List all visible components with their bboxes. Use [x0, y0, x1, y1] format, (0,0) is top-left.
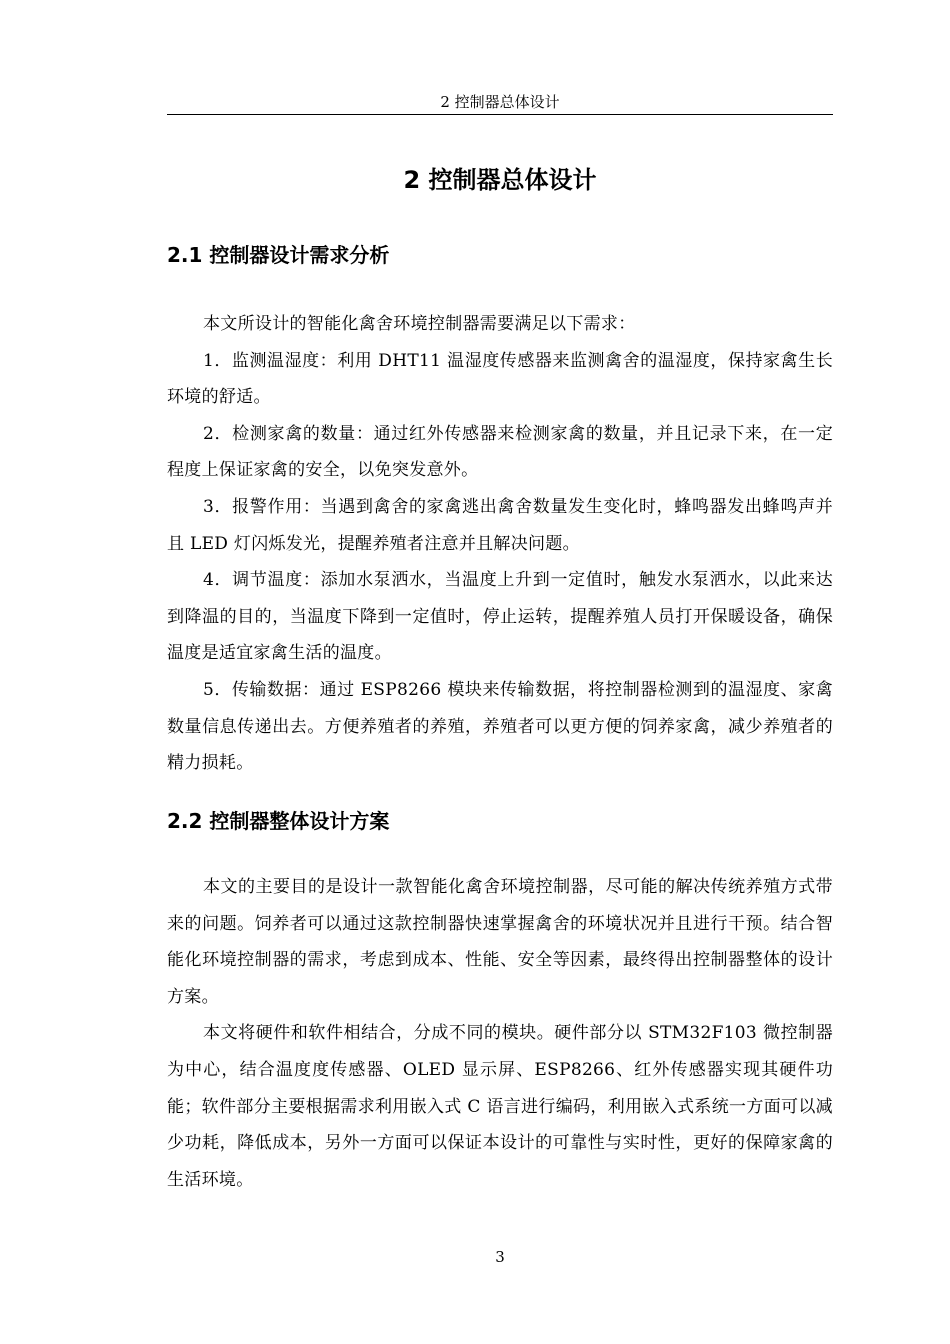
section-2-1-body: [167, 306, 833, 782]
paragraph: 2．检测家禽的数量：通过红外传感器来检测家禽的数量，并且记录下来，在一定程度上保证家禽的安全，以免突发意外。: [167, 423, 833, 481]
paragraph: 4．调节温度：添加水泵洒水，当温度上升到一定值时，触发水泵洒水，以此来达到降温的目的，当温度下降到一定值时，停止运转，提醒养殖人员打开保暖设备，确保温度是适宜家禽生活的温度。: [167, 570, 833, 664]
section-heading-2-1: 2.1 控制器设计需求分析: [167, 243, 390, 267]
paragraph: 本文的主要目的是设计一款智能化禽舍环境控制器，尽可能的解决传统养殖方式带来的问题。饲养者可以通过这款控制器快速掌握禽舍的环境状况并且进行干预。结合智能化环境控制器的需求，考虑到成本、性能、安全等因素，最终得出控制器整体的设计方案。: [167, 877, 833, 1007]
running-header: 2 控制器总体设计: [440, 93, 560, 111]
paragraph: 3．报警作用：当遇到禽舍的家禽逃出禽舍数量发生变化时，蜂鸣器发出蜂鸣声并且 LED 灯闪烁发光，提醒养殖者注意并且解决问题。: [167, 496, 833, 554]
paragraph: 5．传输数据：通过 ESP8266 模块来传输数据，将控制器检测到的温湿度、家禽数量信息传递出去。方便养殖者的养殖，养殖者可以更方便的饲养家禽，减少养殖者的精力损耗。: [167, 679, 833, 774]
paragraph: 1．监测温湿度：利用 DHT11 温湿度传感器来监测禽舍的温湿度，保持家禽生长环境的舒适。: [167, 350, 833, 408]
chapter-title: 2 控制器总体设计: [403, 166, 597, 194]
paragraph: 本文将硬件和软件相结合，分成不同的模块。硬件部分以 STM32F103 微控制器为中心，结合温度度传感器、OLED 显示屏、ESP8266、红外传感器实现其硬件功能；软件部分主要根据需求利用嵌入式 C 语言进行编码，利用嵌入式系统一方面可以减少功耗，降低成本，另外一方面可以保证本设计的可靠性与实时性，更好的保障家禽的生活环境。: [167, 1023, 833, 1190]
paragraph: 本文所设计的智能化禽舍环境控制器需要满足以下需求：: [203, 314, 636, 334]
header-rule: [167, 114, 833, 115]
section-heading-2-2: 2.2 控制器整体设计方案: [167, 809, 390, 833]
section-2-2-body: [167, 869, 833, 1198]
page-number: 3: [495, 1248, 505, 1266]
